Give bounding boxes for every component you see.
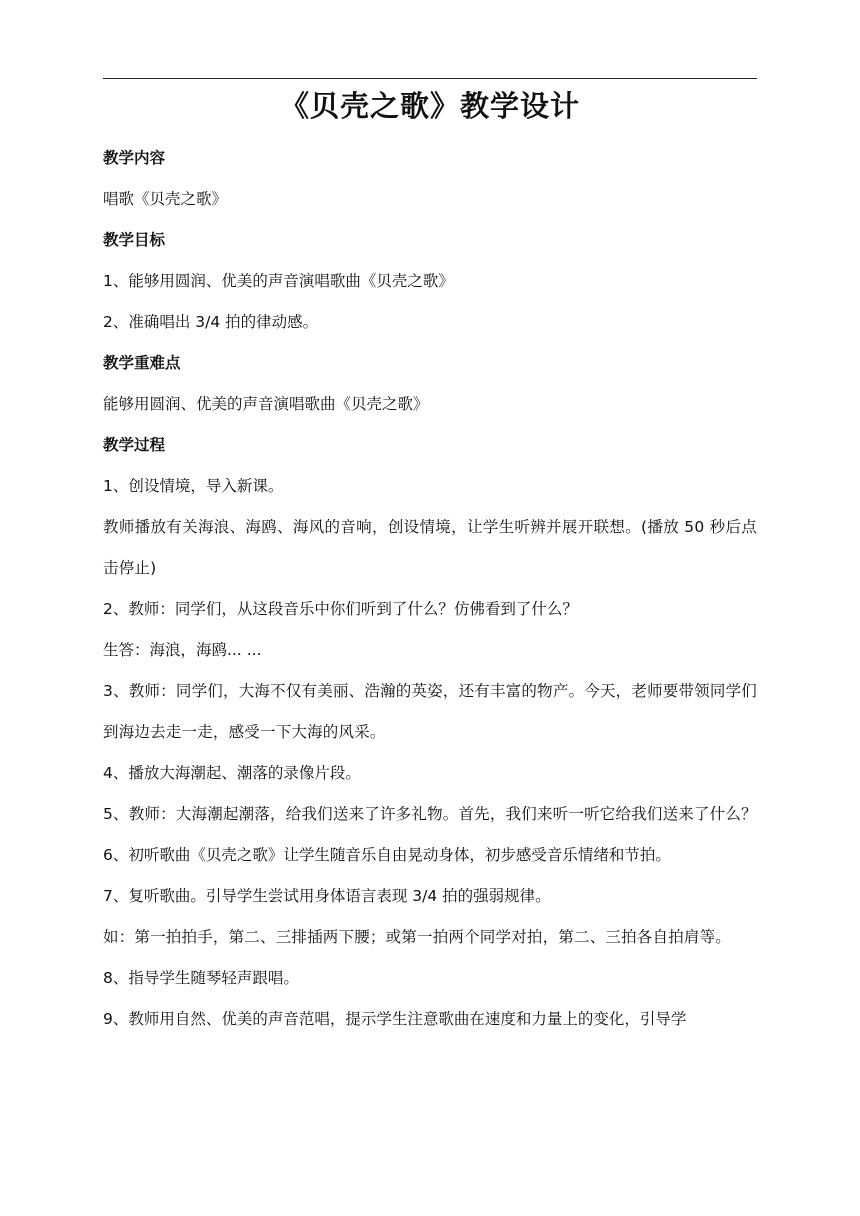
paragraph: 7、复听歌曲。引导学生尝试用身体语言表现 3/4 拍的强弱规律。 xyxy=(103,887,551,905)
paragraph: 如：第一拍拍手，第二、三排插两下腰；或第一拍两个同学对拍，第二、三拍各自拍肩等。 xyxy=(103,928,732,946)
document-title: 《贝壳之歌》教学设计 xyxy=(279,89,580,123)
section-heading-process: 教学过程 xyxy=(103,436,166,454)
paragraph: 唱歌《贝壳之歌》 xyxy=(103,190,228,208)
section-heading-key-points: 教学重难点 xyxy=(103,354,181,372)
paragraph: 1、能够用圆润、优美的声音演唱歌曲《贝壳之歌》 xyxy=(103,272,454,290)
paragraph: 生答：海浪，海鸥... ... xyxy=(103,641,262,659)
paragraph: 2、教师：同学们，从这段音乐中你们听到了什么？仿佛看到了什么？ xyxy=(103,600,578,618)
paragraph: 3、教师：同学们，大海不仅有美丽、浩瀚的英姿，还有丰富的物产。今天，老师要带领同学们到海边去走一走，感受一下大海的风采。 xyxy=(103,682,757,741)
header-rule xyxy=(103,78,757,79)
section-heading-content: 教学内容 xyxy=(103,149,166,167)
paragraph: 能够用圆润、优美的声音演唱歌曲《贝壳之歌》 xyxy=(103,395,429,413)
section-heading-objectives: 教学目标 xyxy=(103,231,166,249)
paragraph: 2、准确唱出 3/4 拍的律动感。 xyxy=(103,313,319,331)
paragraph: 1、创设情境，导入新课。 xyxy=(103,477,284,495)
paragraph: 6、初听歌曲《贝壳之歌》让学生随音乐自由晃动身体，初步感受音乐情绪和节拍。 xyxy=(103,846,671,864)
document-body xyxy=(103,138,757,1040)
paragraph: 4、播放大海潮起、潮落的录像片段。 xyxy=(103,764,361,782)
paragraph: 8、指导学生随琴轻声跟唱。 xyxy=(103,969,299,987)
paragraph: 9、教师用自然、优美的声音范唱，提示学生注意歌曲在速度和力量上的变化，引导学 xyxy=(103,1010,687,1028)
paragraph: 教师播放有关海浪、海鸥、海风的音响，创设情境，让学生听辨并展开联想。(播放 50 秒后点击停止) xyxy=(103,518,757,577)
paragraph: 5、教师：大海潮起潮落，给我们送来了许多礼物。首先，我们来听一听它给我们送来了什么？ xyxy=(103,805,757,823)
